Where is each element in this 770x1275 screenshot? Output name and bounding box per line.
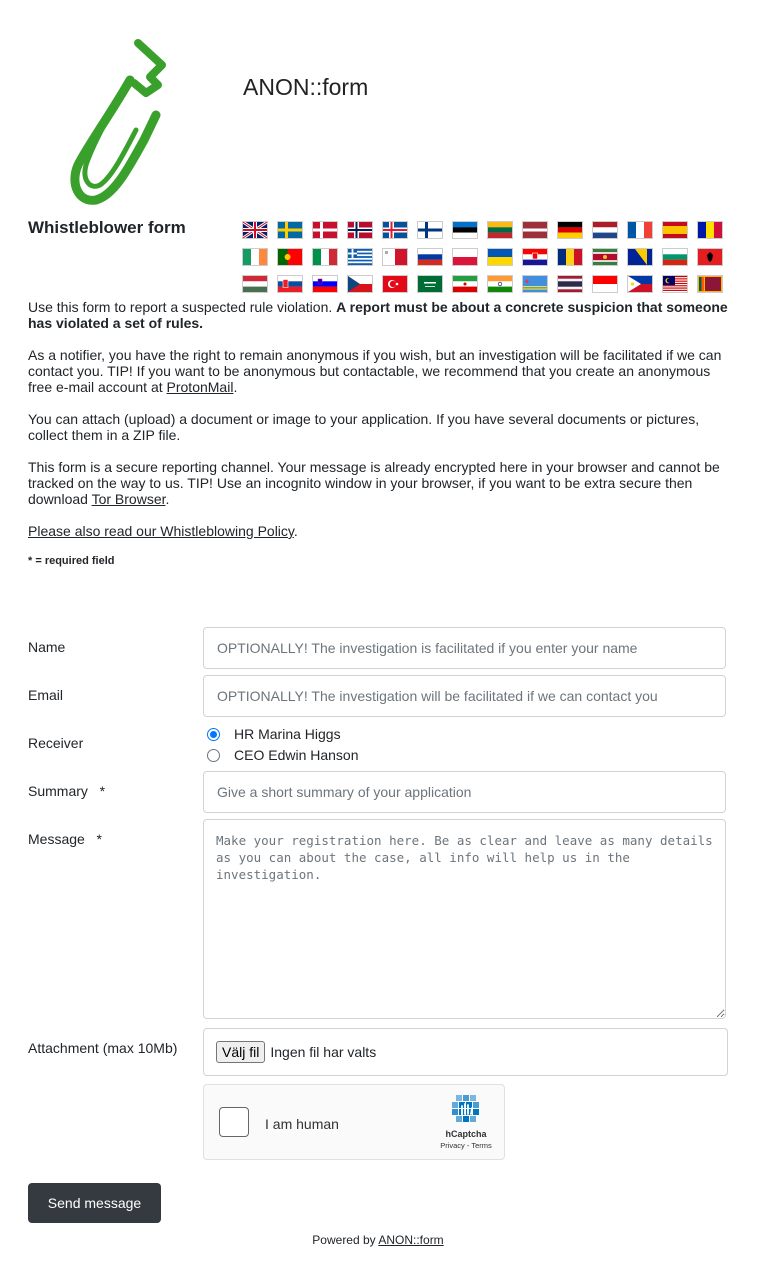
intro-text xyxy=(28,299,733,555)
name-input[interactable] xyxy=(203,627,726,669)
logo-key-icon xyxy=(60,35,180,210)
flag-dutch-icon[interactable] xyxy=(593,222,617,238)
flag-russian-icon[interactable] xyxy=(418,249,442,265)
email-label: Email xyxy=(28,687,64,703)
flag-albanian-icon[interactable] xyxy=(698,249,722,265)
flag-french-icon[interactable] xyxy=(628,222,652,238)
flag-ukrainian-icon[interactable] xyxy=(488,249,512,265)
intro-paragraph-4: This form is a secure reporting channel. Your message is already encrypted here in your browser and cannot be tracked on the way to us. TIP! Use an incognito window in your browser, if you want to be extra secure then download Tor Browser. xyxy=(28,459,720,507)
flag-aruban-icon[interactable] xyxy=(523,276,547,292)
hcaptcha-logo-icon xyxy=(450,1093,484,1127)
attachment-file-input[interactable] xyxy=(203,1028,728,1076)
flag-croatian-icon[interactable] xyxy=(523,249,547,265)
flag-latvian-icon[interactable] xyxy=(523,222,547,238)
intro-paragraph-5: Please also read our Whistleblowing Policy. xyxy=(28,523,298,539)
flag-bosnian-icon[interactable] xyxy=(628,249,652,265)
hcaptcha-widget xyxy=(203,1084,505,1160)
email-input[interactable] xyxy=(203,675,726,717)
flag-surinamese-icon[interactable] xyxy=(593,249,617,265)
choose-file-button[interactable]: Välj fil xyxy=(216,1041,265,1063)
send-message-button[interactable]: Send message xyxy=(28,1183,161,1223)
receiver-label: Receiver xyxy=(28,735,84,751)
flag-norwegian-icon[interactable] xyxy=(348,222,372,238)
attachment-label: Attachment (max 10Mb) xyxy=(28,1040,178,1056)
receiver-option-hr[interactable] xyxy=(207,726,341,742)
receiver-option-label: CEO Edwin Hanson xyxy=(234,747,359,763)
flag-arabic-icon[interactable] xyxy=(418,276,442,292)
name-label: Name xyxy=(28,639,66,655)
footer-prefix: Powered by xyxy=(312,1233,379,1247)
file-status-text: Ingen fil har valts xyxy=(270,1044,377,1060)
flag-swedish-icon[interactable] xyxy=(278,222,302,238)
footer-brand-link[interactable]: ANON::form xyxy=(378,1233,444,1247)
whistleblowing-policy-link[interactable]: Please also read our Whistleblowing Policy xyxy=(28,523,294,539)
required-field-note: * = required field xyxy=(28,555,115,567)
flag-czech-icon[interactable] xyxy=(348,276,372,292)
receiver-option-label: HR Marina Higgs xyxy=(234,726,341,742)
flag-maltese-icon[interactable] xyxy=(383,249,407,265)
flag-slovak-icon[interactable] xyxy=(278,276,302,292)
flag-english-icon[interactable] xyxy=(243,222,267,238)
message-label: Message * xyxy=(28,831,102,847)
receiver-option-ceo[interactable] xyxy=(207,747,359,763)
flag-filipino-icon[interactable] xyxy=(628,276,652,292)
flag-hungarian-icon[interactable] xyxy=(243,276,267,292)
protonmail-link[interactable]: ProtonMail xyxy=(166,379,234,395)
captcha-label: I am human xyxy=(265,1116,339,1132)
flag-lithuanian-icon[interactable] xyxy=(488,222,512,238)
footer xyxy=(0,1233,756,1247)
tor-browser-link[interactable]: Tor Browser xyxy=(91,491,166,507)
flag-estonian-icon[interactable] xyxy=(453,222,477,238)
flag-danish-icon[interactable] xyxy=(313,222,337,238)
flag-hindi-icon[interactable] xyxy=(488,276,512,292)
flag-andorran-icon[interactable] xyxy=(698,222,722,238)
flag-spanish-icon[interactable] xyxy=(663,222,687,238)
flag-german-icon[interactable] xyxy=(558,222,582,238)
flag-sinhala-icon[interactable] xyxy=(698,276,722,292)
flag-polish-icon[interactable] xyxy=(453,249,477,265)
captcha-checkbox[interactable] xyxy=(219,1107,249,1137)
app-brand-title: ANON::form xyxy=(243,74,369,100)
flag-irish-icon[interactable] xyxy=(243,249,267,265)
flag-thai-icon[interactable] xyxy=(558,276,582,292)
captcha-privacy-terms-links[interactable]: Privacy - Terms xyxy=(440,1141,492,1150)
flag-turkish-icon[interactable] xyxy=(383,276,407,292)
captcha-brand: hCaptcha xyxy=(445,1129,487,1139)
intro-paragraph-1: Use this form to report a suspected rule violation. A report must be about a concrete suspicion that someone has violated a set of rules. xyxy=(28,299,728,331)
flag-icelandic-icon[interactable] xyxy=(383,222,407,238)
flag-italian-icon[interactable] xyxy=(313,249,337,265)
flag-malay-icon[interactable] xyxy=(663,276,687,292)
flag-bulgarian-icon[interactable] xyxy=(663,249,687,265)
language-flags xyxy=(243,222,733,292)
flag-slovenian-icon[interactable] xyxy=(313,276,337,292)
receiver-radio-hr[interactable] xyxy=(207,728,220,741)
form-title: Whistleblower form xyxy=(28,218,186,237)
receiver-radio-ceo[interactable] xyxy=(207,749,220,762)
flag-indonesian-icon[interactable] xyxy=(593,276,617,292)
summary-label: Summary * xyxy=(28,783,106,799)
intro-paragraph-3: You can attach (upload) a document or image to your application. If you have several documents or pictures, collect them in a ZIP file. xyxy=(28,411,700,443)
flag-portuguese-icon[interactable] xyxy=(278,249,302,265)
flag-finnish-icon[interactable] xyxy=(418,222,442,238)
flag-persian-icon[interactable] xyxy=(453,276,477,292)
intro-paragraph-2: As a notifier, you have the right to remain anonymous if you wish, but an investigation will be facilitated if we can contact you. TIP! If you want to be anonymous but contactable, we recommend that you create an anonymous free e-mail account at ProtonMail. xyxy=(28,347,722,395)
flag-romanian-icon[interactable] xyxy=(558,249,582,265)
flag-greek-icon[interactable] xyxy=(348,249,372,265)
message-textarea[interactable] xyxy=(203,819,726,1019)
summary-input[interactable] xyxy=(203,771,726,813)
